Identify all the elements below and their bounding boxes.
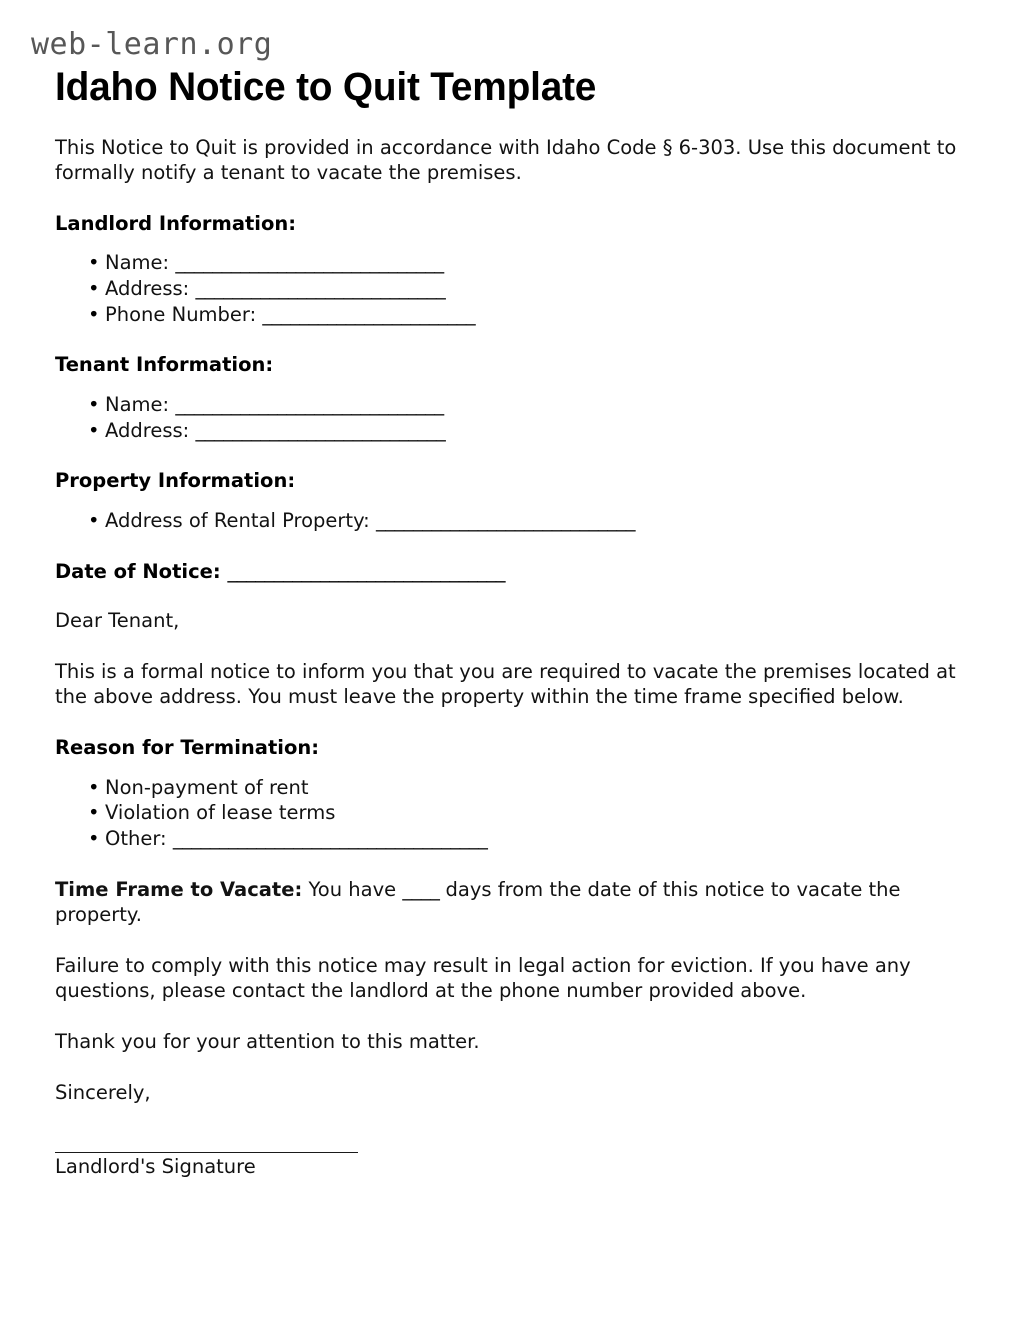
- field-label: Address:: [105, 277, 190, 301]
- field-blank[interactable]: _______________________: [262, 302, 476, 326]
- reason-list: [55, 775, 965, 852]
- field-blank[interactable]: _____________________________: [175, 251, 444, 275]
- date-of-notice-field: [55, 560, 965, 583]
- time-frame-paragraph: [55, 878, 960, 928]
- list-item: [55, 508, 965, 534]
- list-item: [55, 775, 965, 801]
- date-of-notice-label: Date of Notice:: [55, 560, 221, 584]
- list-item: [55, 800, 965, 826]
- thank-you-paragraph: Thank you for your attention to this matter.: [55, 1029, 480, 1053]
- reason-label: Violation of lease terms: [105, 801, 336, 825]
- time-frame-text-after: days from the date of this notice to vacate the property.: [55, 877, 901, 926]
- field-blank[interactable]: _____________________________: [175, 392, 444, 416]
- property-information-heading: Property Information:: [55, 469, 296, 493]
- field-label: Name:: [105, 251, 170, 275]
- list-item: [55, 392, 965, 418]
- tenant-fields-list: [55, 392, 965, 443]
- field-blank[interactable]: ___________________________: [195, 277, 446, 301]
- signature-line[interactable]: [55, 1152, 358, 1153]
- time-frame-label: Time Frame to Vacate:: [55, 877, 303, 901]
- list-item: [55, 250, 965, 276]
- landlord-fields-list: [55, 250, 965, 327]
- signature-label: Landlord's Signature: [55, 1154, 256, 1178]
- property-fields-list: [55, 508, 965, 534]
- reason-label: Non-payment of rent: [105, 775, 309, 799]
- reason-label: Other:: [105, 827, 167, 851]
- tenant-information-heading: Tenant Information:: [55, 353, 274, 377]
- signature-block: [55, 1152, 965, 1178]
- site-watermark: web-learn.org: [31, 27, 273, 62]
- salutation: Dear Tenant,: [55, 609, 180, 633]
- field-label: Phone Number:: [105, 302, 257, 326]
- list-item: [55, 276, 965, 302]
- closing-paragraph: Sincerely,: [55, 1080, 151, 1104]
- reason-for-termination-heading: Reason for Termination:: [55, 736, 320, 760]
- reason-blank[interactable]: __________________________________: [172, 827, 488, 851]
- list-item: [55, 302, 965, 328]
- list-item: [55, 418, 965, 444]
- list-item: [55, 826, 965, 852]
- landlord-information-heading: Landlord Information:: [55, 211, 297, 235]
- failure-notice-paragraph: Failure to comply with this notice may result in legal action for eviction. If you have any questions, please contact the landlord at the phone number provided above.: [55, 953, 911, 1002]
- formal-notice-paragraph: This is a formal notice to inform you that you are required to vacate the premises located at the above address. You must leave the property within the time frame specified below.: [55, 660, 956, 709]
- date-of-notice-blank[interactable]: ______________________________: [227, 560, 505, 584]
- time-frame-blank[interactable]: ____: [402, 877, 440, 901]
- field-blank[interactable]: ___________________________: [195, 418, 446, 442]
- time-frame-text-before: You have: [302, 877, 403, 901]
- field-label: Address of Rental Property:: [105, 508, 370, 532]
- field-blank[interactable]: ____________________________: [375, 508, 635, 532]
- intro-paragraph: This Notice to Quit is provided in accordance with Idaho Code § 6-303. Use this document to formally notify a tenant to vacate the premises.: [55, 136, 957, 184]
- page-title: Idaho Notice to Quit Template: [55, 65, 597, 109]
- field-label: Address:: [105, 418, 190, 442]
- field-label: Name:: [105, 392, 170, 416]
